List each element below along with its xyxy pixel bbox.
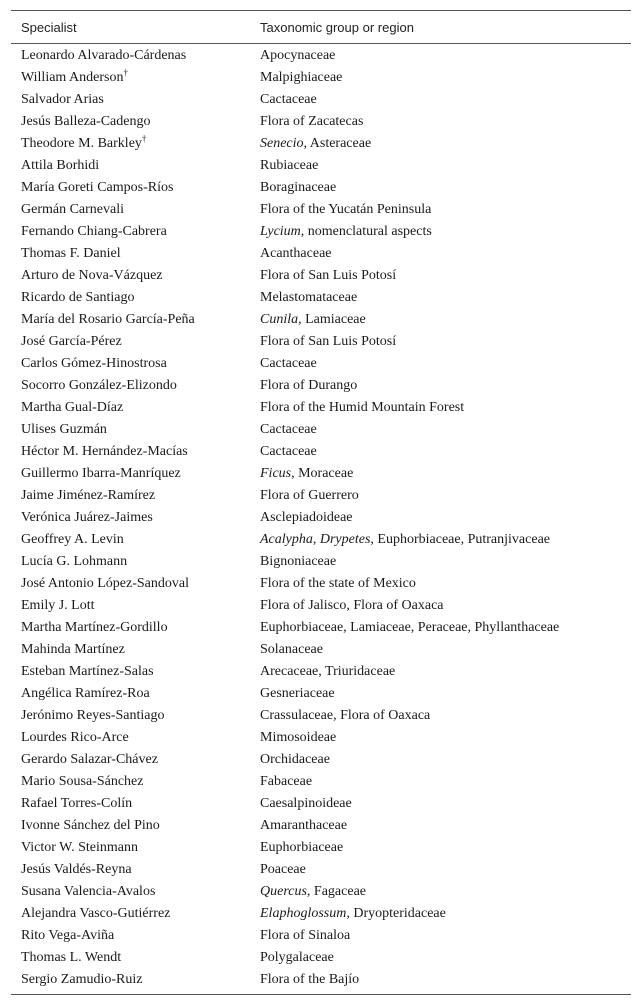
specialist-cell (11, 774, 260, 790)
group-text: , Euphorbiaceae, Putranjivaceae (370, 532, 550, 547)
group-text: Asclepiadoideae (260, 510, 353, 525)
taxonomic-group-cell (260, 818, 631, 834)
taxonomic-group-cell (260, 356, 631, 372)
table-bottom-rule (11, 994, 631, 995)
taxonomic-group-cell (260, 158, 631, 174)
group-text: Orchidaceae (260, 752, 330, 767)
specialist-name: Jaime Jiménez-Ramírez (21, 488, 156, 503)
specialist-cell (11, 268, 260, 284)
taxon-name-italic: Ficus (260, 466, 292, 481)
specialist-name: Verónica Juárez-Jaimes (21, 510, 153, 525)
table-row (11, 419, 631, 441)
table-row (11, 859, 631, 881)
table-row (11, 397, 631, 419)
group-text: Euphorbiaceae (260, 840, 344, 855)
specialist-name: José Antonio López-Sandoval (21, 576, 189, 591)
table-row (11, 89, 631, 111)
taxonomic-group-cell (260, 972, 631, 988)
table-row (11, 639, 631, 661)
specialist-cell (11, 356, 260, 372)
specialists-table (11, 10, 631, 995)
specialist-name: Victor W. Steinmann (21, 840, 138, 855)
specialist-name: Jerónimo Reyes-Santiago (21, 708, 165, 723)
group-text: Acanthaceae (260, 246, 332, 261)
taxon-name-italic: Acalypha (260, 532, 313, 547)
specialist-name: Mahinda Martínez (21, 642, 125, 657)
table-body (11, 44, 631, 991)
table-row (11, 265, 631, 287)
specialist-name: Leonardo Alvarado-Cárdenas (21, 48, 187, 63)
specialist-cell (11, 928, 260, 944)
taxon-name-italic: Lycium (260, 224, 301, 239)
specialist-name: Arturo de Nova-Vázquez (21, 268, 163, 283)
specialist-name: Geoffrey A. Levin (21, 532, 124, 547)
taxonomic-group-cell (260, 180, 631, 196)
table-row (11, 573, 631, 595)
taxonomic-group-cell (260, 70, 631, 86)
specialist-name: José García-Pérez (21, 334, 122, 349)
group-text: Rubiaceae (260, 158, 319, 173)
group-text: Flora of Sinaloa (260, 928, 351, 943)
specialist-cell (11, 664, 260, 680)
taxonomic-group-cell (260, 664, 631, 680)
specialist-name: Ricardo de Santiago (21, 290, 135, 305)
specialist-cell (11, 180, 260, 196)
group-text: Boraginaceae (260, 180, 337, 195)
group-text: , nomenclatural aspects (300, 224, 432, 239)
group-text: Flora of the Yucatán Peninsula (260, 202, 432, 217)
group-text: , Moraceae (291, 466, 354, 481)
specialist-cell (11, 862, 260, 878)
specialist-name: Thomas F. Daniel (21, 246, 121, 261)
group-text: , Fagaceae (306, 884, 366, 899)
group-text: Euphorbiaceae, Lamiaceae, Peraceae, Phyllanthaceae (260, 620, 560, 635)
taxonomic-group-cell (260, 950, 631, 966)
specialist-name: María Goreti Campos-Ríos (21, 180, 174, 195)
table-row (11, 243, 631, 265)
taxonomic-group-cell (260, 884, 631, 900)
specialist-cell (11, 334, 260, 350)
taxonomic-group-cell (260, 466, 631, 482)
specialist-cell (11, 133, 260, 152)
table-row (11, 309, 631, 331)
group-text: Gesneriaceae (260, 686, 335, 701)
table-row (11, 881, 631, 903)
taxonomic-group-cell (260, 290, 631, 306)
specialist-cell (11, 752, 260, 768)
specialist-name: Theodore M. Barkley (21, 136, 142, 151)
table-row (11, 45, 631, 67)
specialist-name: Sergio Zamudio-Ruiz (21, 972, 143, 987)
group-text: Bignoniaceae (260, 554, 337, 569)
specialist-name: Héctor M. Hernández-Macías (21, 444, 188, 459)
taxonomic-group-cell (260, 334, 631, 350)
taxonomic-group-cell (260, 378, 631, 394)
specialist-name: Ulises Guzmán (21, 422, 107, 437)
specialist-name: Rito Vega-Aviña (21, 928, 115, 943)
specialist-cell (11, 972, 260, 988)
taxonomic-group-cell (260, 510, 631, 526)
specialist-name: Jesús Balleza-Cadengo (21, 114, 151, 129)
specialist-name: Thomas L. Wendt (21, 950, 122, 965)
specialist-cell (11, 224, 260, 240)
specialist-cell (11, 378, 260, 394)
specialist-name: Angélica Ramírez-Roa (21, 686, 150, 701)
specialist-cell (11, 598, 260, 614)
group-text: , Lamiaceae (298, 312, 366, 327)
specialist-cell (11, 158, 260, 174)
taxonomic-group-cell (260, 444, 631, 460)
group-text: Malpighiaceae (260, 70, 343, 85)
specialist-cell (11, 884, 260, 900)
header-taxonomic-group: Taxonomic group or region (260, 19, 414, 35)
table-row (11, 947, 631, 969)
table-row (11, 441, 631, 463)
group-text: Amaranthaceae (260, 818, 348, 833)
group-text: Apocynaceae (260, 48, 336, 63)
taxon-name-italic: Elaphoglossum (260, 906, 347, 921)
specialist-name: Jesús Valdés-Reyna (21, 862, 132, 877)
specialist-cell (11, 796, 260, 812)
taxonomic-group-cell (260, 422, 631, 438)
table-row (11, 155, 631, 177)
table-row (11, 133, 631, 155)
group-text: Cactaceae (260, 356, 317, 371)
group-text: , Asteraceae (303, 136, 372, 151)
specialist-name: Emily J. Lott (21, 598, 95, 613)
table-row (11, 375, 631, 397)
taxon-name-italic: Cunila (260, 312, 299, 327)
group-text: Flora of Jalisco, Flora of Oaxaca (260, 598, 444, 613)
taxonomic-group-cell (260, 202, 631, 218)
specialist-cell (11, 576, 260, 592)
group-text: Flora of Zacatecas (260, 114, 364, 129)
table-row (11, 815, 631, 837)
table-row (11, 705, 631, 727)
deceased-mark: † (141, 133, 147, 144)
group-text: Solanaceae (260, 642, 323, 657)
table-row (11, 793, 631, 815)
table-row (11, 463, 631, 485)
specialist-name: William Anderson (21, 70, 124, 85)
group-text: Melastomataceae (260, 290, 358, 305)
specialist-cell (11, 92, 260, 108)
specialist-name: Lourdes Rico-Arce (21, 730, 129, 745)
taxonomic-group-cell (260, 136, 631, 152)
table-row (11, 903, 631, 925)
table-row (11, 67, 631, 89)
specialist-cell (11, 202, 260, 218)
specialist-cell (11, 642, 260, 658)
taxonomic-group-cell (260, 862, 631, 878)
group-text: Poaceae (260, 862, 306, 877)
taxonomic-group-cell (260, 752, 631, 768)
table-row (11, 287, 631, 309)
taxonomic-group-cell (260, 312, 631, 328)
taxonomic-group-cell (260, 708, 631, 724)
taxonomic-group-cell (260, 92, 631, 108)
specialist-name: Rafael Torres-Colín (21, 796, 133, 811)
specialist-name: Alejandra Vasco-Gutiérrez (21, 906, 171, 921)
table-row (11, 617, 631, 639)
specialist-name: Germán Carnevali (21, 202, 125, 217)
specialist-cell (11, 906, 260, 922)
specialist-cell (11, 246, 260, 262)
specialist-cell (11, 840, 260, 856)
taxon-name-italic: Quercus (260, 884, 307, 899)
table-row (11, 551, 631, 573)
group-text: Flora of San Luis Potosí (260, 268, 397, 283)
taxonomic-group-cell (260, 928, 631, 944)
specialist-name: Attila Borhidi (21, 158, 100, 173)
table-row (11, 925, 631, 947)
table-row (11, 771, 631, 793)
taxonomic-group-cell (260, 268, 631, 284)
table-row (11, 353, 631, 375)
group-text: Cactaceae (260, 92, 317, 107)
taxonomic-group-cell (260, 598, 631, 614)
table-row (11, 749, 631, 771)
table-row (11, 595, 631, 617)
table-row (11, 507, 631, 529)
specialist-cell (11, 510, 260, 526)
group-text: Polygalaceae (260, 950, 334, 965)
header-specialist: Specialist (21, 19, 77, 35)
taxonomic-group-cell (260, 532, 631, 548)
specialist-cell (11, 730, 260, 746)
table-row (11, 969, 631, 991)
specialist-cell (11, 554, 260, 570)
specialist-cell (11, 48, 260, 64)
table-row (11, 111, 631, 133)
specialist-name: Salvador Arias (21, 92, 104, 107)
group-text: Flora of Durango (260, 378, 358, 393)
taxonomic-group-cell (260, 114, 631, 130)
table-header (11, 11, 631, 44)
group-text: Flora of the Humid Mountain Forest (260, 400, 465, 415)
taxonomic-group-cell (260, 554, 631, 570)
taxonomic-group-cell (260, 796, 631, 812)
taxonomic-group-cell (260, 730, 631, 746)
taxonomic-group-cell (260, 774, 631, 790)
group-text: , Dryopteridaceae (346, 906, 446, 921)
taxonomic-group-cell (260, 48, 631, 64)
table-row (11, 661, 631, 683)
deceased-mark: † (123, 67, 128, 78)
specialist-name: Fernando Chiang-Cabrera (21, 224, 167, 239)
specialist-cell (11, 620, 260, 636)
table-row (11, 199, 631, 221)
table-row (11, 683, 631, 705)
taxonomic-group-cell (260, 686, 631, 702)
specialist-name: Socorro González-Elizondo (21, 378, 177, 393)
specialist-cell (11, 422, 260, 438)
specialist-cell (11, 488, 260, 504)
table-row (11, 331, 631, 353)
specialist-name: Carlos Gómez-Hinostrosa (21, 356, 167, 371)
specialist-name: Esteban Martínez-Salas (21, 664, 154, 679)
specialist-name: Gerardo Salazar-Chávez (21, 752, 158, 767)
group-text: Fabaceae (260, 774, 313, 789)
specialist-name: Martha Martínez-Gordillo (21, 620, 168, 635)
specialist-name: Susana Valencia-Avalos (21, 884, 156, 899)
specialist-cell (11, 466, 260, 482)
group-text: Arecaceae, Triuridaceae (260, 664, 396, 679)
taxonomic-group-cell (260, 488, 631, 504)
group-text: Flora of Guerrero (260, 488, 359, 503)
group-text: Cactaceae (260, 422, 317, 437)
specialist-cell (11, 686, 260, 702)
specialist-name: Mario Sousa-Sánchez (21, 774, 144, 789)
table-row (11, 221, 631, 243)
taxonomic-group-cell (260, 840, 631, 856)
group-text: , (312, 532, 320, 547)
specialist-cell (11, 532, 260, 548)
taxon-name-italic: Senecio (260, 136, 304, 151)
specialist-name: María del Rosario García-Peña (21, 312, 195, 327)
specialist-cell (11, 67, 260, 86)
specialist-name: Martha Gual-Díaz (21, 400, 124, 415)
specialist-cell (11, 312, 260, 328)
taxonomic-group-cell (260, 246, 631, 262)
taxonomic-group-cell (260, 224, 631, 240)
table-row (11, 837, 631, 859)
table-row (11, 529, 631, 551)
specialist-cell (11, 114, 260, 130)
specialist-cell (11, 400, 260, 416)
specialist-name: Guillermo Ibarra-Manríquez (21, 466, 181, 481)
group-text: Mimosoideae (260, 730, 337, 745)
taxonomic-group-cell (260, 400, 631, 416)
specialist-name: Ivonne Sánchez del Pino (21, 818, 160, 833)
taxonomic-group-cell (260, 576, 631, 592)
specialist-name: Lucía G. Lohmann (21, 554, 128, 569)
group-text: Flora of the state of Mexico (260, 576, 416, 591)
specialist-cell (11, 818, 260, 834)
taxon-name-italic: Drypetes (319, 532, 371, 547)
taxonomic-group-cell (260, 620, 631, 636)
group-text: Crassulaceae, Flora of Oaxaca (260, 708, 431, 723)
group-text: Cactaceae (260, 444, 317, 459)
specialist-cell (11, 708, 260, 724)
group-text: Flora of San Luis Potosí (260, 334, 397, 349)
table-row (11, 177, 631, 199)
group-text: Caesalpinoideae (260, 796, 352, 811)
group-text: Flora of the Bajío (260, 972, 360, 987)
specialist-cell (11, 290, 260, 306)
table-row (11, 727, 631, 749)
table-row (11, 485, 631, 507)
specialist-cell (11, 444, 260, 460)
taxonomic-group-cell (260, 642, 631, 658)
specialist-cell (11, 950, 260, 966)
taxonomic-group-cell (260, 906, 631, 922)
